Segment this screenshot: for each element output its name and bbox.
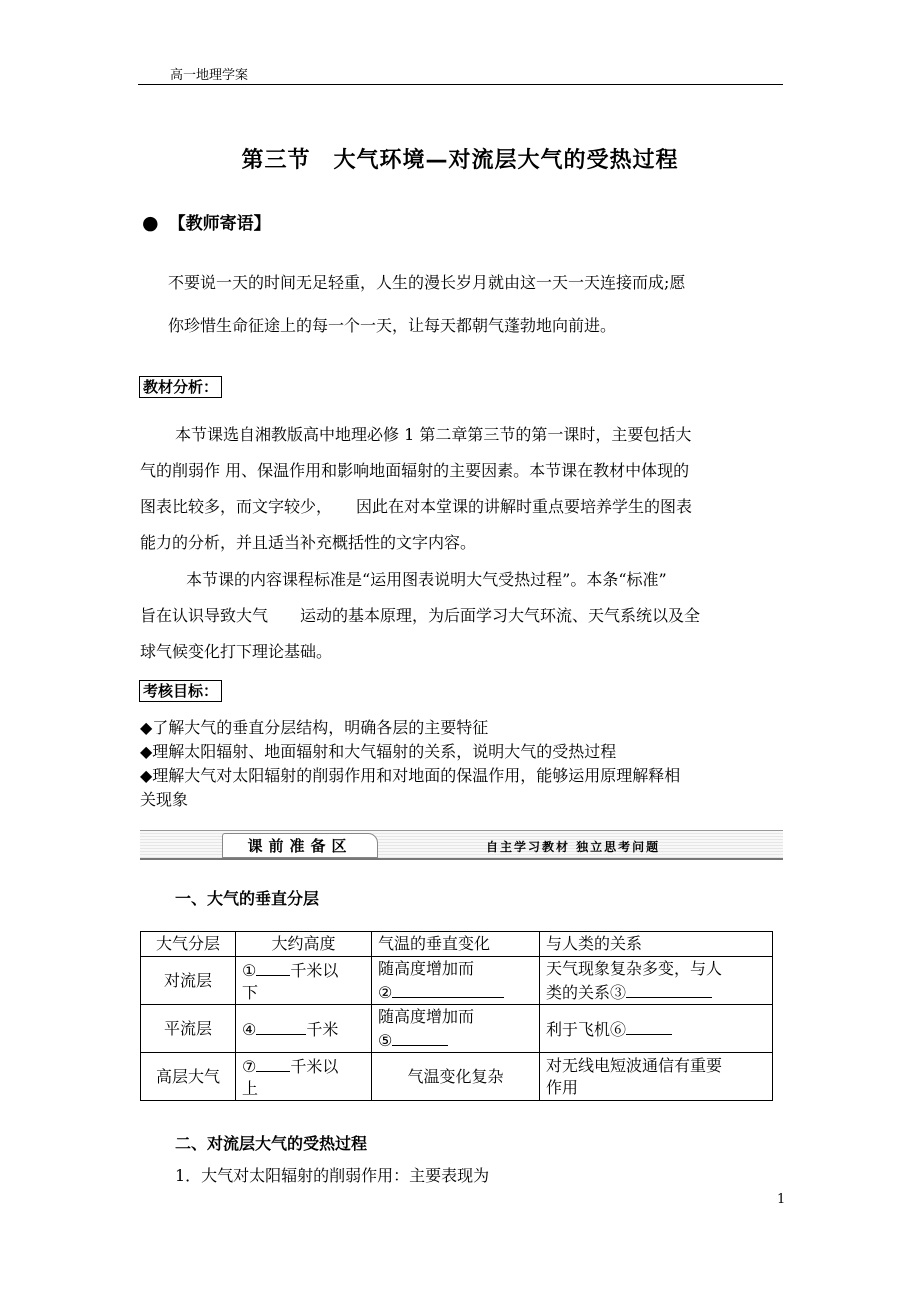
fill-blank[interactable] (256, 1017, 306, 1035)
analysis-p1-line2: 气的削弱作 用、保温作用和影响地面辐射的主要因素。本节课在教材中体现的 (140, 461, 690, 480)
layer-name: 高层大气 (141, 1053, 236, 1101)
page-number: 1 (777, 1192, 786, 1207)
teacher-heading (142, 209, 271, 234)
section-banner (140, 830, 783, 860)
page-header: 高一地理学案 (170, 68, 249, 83)
teacher-text-line1: 不要说一天的时间无足轻重，人生的漫长岁月就由这一天一天连接而成;愿 (168, 273, 686, 292)
bullet-dot-icon: ● (142, 212, 159, 234)
relation-text: 天气现象复杂多变，与人 (546, 958, 723, 978)
table-header-row (141, 932, 773, 957)
height-text: 上 (242, 1078, 259, 1098)
blank-number: ⑤ (378, 1030, 393, 1050)
banner-subtitle: 自主学习教材 独立思考问题 (486, 840, 661, 854)
teacher-text-line2: 你珍惜生命征途上的每一个一天，让每天都朝气蓬勃地向前进。 (168, 316, 617, 335)
temp-cell (372, 1005, 540, 1053)
fill-blank[interactable] (392, 980, 504, 998)
table-header-cell: 与人类的关系 (540, 932, 773, 957)
atmosphere-layers-table (140, 931, 773, 1101)
teacher-label: 【教师寄语】 (168, 214, 271, 234)
analysis-label: 教材分析： (139, 376, 222, 398)
header-divider (138, 84, 783, 85)
table-row (141, 1053, 773, 1101)
blank-number: ② (378, 982, 393, 1002)
temp-cell: 气温变化复杂 (372, 1053, 540, 1101)
temp-text: 随高度增加而 (378, 958, 475, 978)
temp-text: 随高度增加而 (378, 1006, 475, 1026)
analysis-p2-line3: 球气候变化打下理论基础。 (140, 642, 333, 661)
relation-text: 作用 (546, 1077, 579, 1097)
table-header-cell: 气温的垂直变化 (372, 932, 540, 957)
relation-cell (540, 1053, 773, 1101)
item-1-text: 1．大气对太阳辐射的削弱作用：主要表现为 (175, 1166, 490, 1185)
fill-blank[interactable] (256, 1054, 290, 1072)
blank-number: ① (242, 960, 257, 980)
height-text: 千米以 (290, 1056, 339, 1076)
page-title: 第三节 大气环境—对流层大气的受热过程 (241, 148, 679, 173)
goal-item: ◆理解太阳辐射、地面辐射和大气辐射的关系，说明大气的受热过程 (140, 742, 617, 761)
table-row (141, 957, 773, 1005)
analysis-p2-line2: 旨在认识导致大气 运动的基本原理，为后面学习大气环流、天气系统以及全 (140, 606, 701, 625)
fill-blank[interactable] (256, 958, 290, 976)
blank-number: ⑦ (242, 1056, 257, 1076)
blank-number: ④ (242, 1019, 257, 1039)
goals-label: 考核目标： (139, 680, 222, 702)
height-cell (236, 1053, 372, 1101)
goal-item: 关现象 (140, 790, 189, 809)
relation-cell (540, 957, 773, 1005)
height-text: 下 (242, 982, 259, 1002)
height-text: 千米以 (290, 960, 339, 980)
banner-tab: 课前准备区 (222, 833, 378, 858)
section-heading-1: 一、大气的垂直分层 (175, 889, 320, 908)
temp-cell (372, 957, 540, 1005)
table-header-cell: 大约高度 (236, 932, 372, 957)
section-heading-2: 二、对流层大气的受热过程 (175, 1134, 368, 1153)
goal-item: ◆理解大气对太阳辐射的削弱作用和对地面的保温作用，能够运用原理解释相 (140, 766, 681, 785)
analysis-p2-line1: 本节课的内容课程标准是“运用图表说明大气受热过程”。本条“标准” (186, 570, 667, 589)
fill-blank[interactable] (626, 1017, 672, 1035)
relation-text: 利于飞机⑥ (546, 1019, 627, 1039)
fill-blank[interactable] (392, 1028, 448, 1046)
relation-text: 对无线电短波通信有重要 (546, 1055, 723, 1075)
layer-name: 平流层 (141, 1005, 236, 1053)
analysis-p1-line4: 能力的分析，并且适当补充概括性的文字内容。 (140, 533, 477, 552)
table-header-cell: 大气分层 (141, 932, 236, 957)
layer-name: 对流层 (141, 957, 236, 1005)
analysis-p1-line1: 本节课选自湘教版高中地理必修 1 第二章第三节的第一课时，主要包括大 (175, 425, 692, 444)
goal-item: ◆了解大气的垂直分层结构，明确各层的主要特征 (140, 718, 489, 737)
relation-text: 类的关系③ (546, 982, 627, 1002)
relation-cell (540, 1005, 773, 1053)
height-cell (236, 957, 372, 1005)
fill-blank[interactable] (626, 980, 712, 998)
height-cell (236, 1005, 372, 1053)
table-row (141, 1005, 773, 1053)
analysis-p1-line3: 图表比较多，而文字较少， 因此在对本堂课的讲解时重点要培养学生的图表 (140, 497, 693, 516)
height-text: 千米 (306, 1019, 339, 1039)
